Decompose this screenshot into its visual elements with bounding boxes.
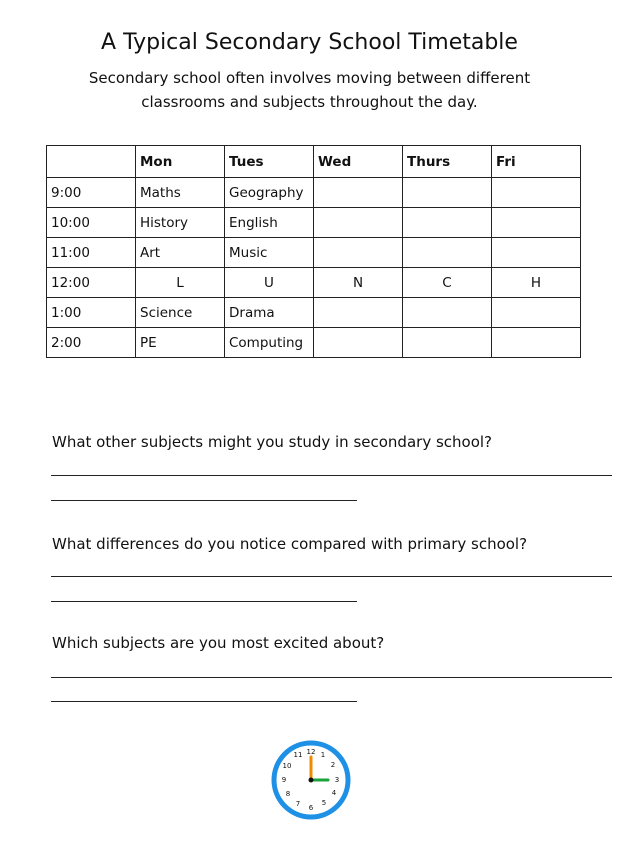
subject-cell: Geography [225, 178, 314, 208]
answer-line-1b[interactable] [51, 500, 357, 501]
header-cell-fri: Fri [492, 146, 581, 178]
clock-center [309, 778, 314, 783]
timetable-row [47, 298, 581, 328]
timetable [46, 145, 581, 358]
subject-cell: History [136, 208, 225, 238]
subject-cell [403, 298, 492, 328]
subject-cell [492, 298, 581, 328]
clock-number: 12 [306, 748, 316, 756]
clock-number: 3 [334, 776, 340, 784]
timetable-row [47, 328, 581, 358]
clock-number: 6 [308, 804, 314, 812]
lunch-letter-cell: H [492, 268, 581, 298]
clock-number: 11 [293, 751, 303, 759]
subject-cell [492, 208, 581, 238]
time-cell: 2:00 [47, 328, 136, 358]
clock-icon [271, 740, 351, 820]
subject-cell [314, 328, 403, 358]
clock-number: 10 [282, 762, 292, 770]
time-cell: 10:00 [47, 208, 136, 238]
answer-line-3b[interactable] [51, 701, 357, 702]
timetable-row [47, 208, 581, 238]
clock-number: 7 [295, 800, 301, 808]
lunch-letter-cell: N [314, 268, 403, 298]
clock-number: 8 [285, 790, 291, 798]
subject-cell: Science [136, 298, 225, 328]
timetable-row [47, 238, 581, 268]
subject-cell [492, 178, 581, 208]
subject-cell [314, 178, 403, 208]
subject-cell [403, 208, 492, 238]
question-2: What differences do you notice compared with primary school? [52, 535, 528, 553]
answer-line-3a[interactable] [51, 677, 612, 678]
clock-number: 1 [320, 751, 326, 759]
subject-cell: Music [225, 238, 314, 268]
question-1: What other subjects might you study in secondary school? [52, 433, 493, 451]
timetable-header-row [47, 146, 581, 178]
subject-cell [403, 178, 492, 208]
lunch-letter-cell: U [225, 268, 314, 298]
subject-cell: Maths [136, 178, 225, 208]
subject-cell: English [225, 208, 314, 238]
subject-cell [403, 238, 492, 268]
subject-cell: Art [136, 238, 225, 268]
clock-number: 2 [330, 761, 336, 769]
answer-line-2b[interactable] [51, 601, 357, 602]
header-cell-tues: Tues [225, 146, 314, 178]
answer-line-1a[interactable] [51, 475, 612, 476]
header-cell-wed: Wed [314, 146, 403, 178]
clock-number: 5 [321, 799, 327, 807]
subtitle-line: Secondary school often involves moving between different [88, 69, 531, 87]
subject-cell [403, 328, 492, 358]
subject-cell: Drama [225, 298, 314, 328]
header-cell-thurs: Thurs [403, 146, 492, 178]
subject-cell [492, 328, 581, 358]
time-cell: 9:00 [47, 178, 136, 208]
time-cell: 1:00 [47, 298, 136, 328]
header-cell-corner [47, 146, 136, 178]
lunch-letter-cell: C [403, 268, 492, 298]
clock-number: 9 [281, 776, 287, 784]
page-title: A Typical Secondary School Timetable [101, 30, 518, 55]
lunch-letter-cell: L [136, 268, 225, 298]
answer-line-2a[interactable] [51, 576, 612, 577]
clock-number: 4 [331, 789, 337, 797]
subject-cell [492, 238, 581, 268]
subject-cell: PE [136, 328, 225, 358]
timetable-row-lunch [47, 268, 581, 298]
header-cell-mon: Mon [136, 146, 225, 178]
subject-cell [314, 208, 403, 238]
subject-cell: Computing [225, 328, 314, 358]
subtitle-line: classrooms and subjects throughout the day. [141, 93, 478, 111]
page-subtitle [0, 66, 619, 114]
subject-cell [314, 298, 403, 328]
time-cell: 12:00 [47, 268, 136, 298]
subject-cell [314, 238, 403, 268]
question-3: Which subjects are you most excited about? [52, 634, 385, 652]
timetable-row [47, 178, 581, 208]
time-cell: 11:00 [47, 238, 136, 268]
